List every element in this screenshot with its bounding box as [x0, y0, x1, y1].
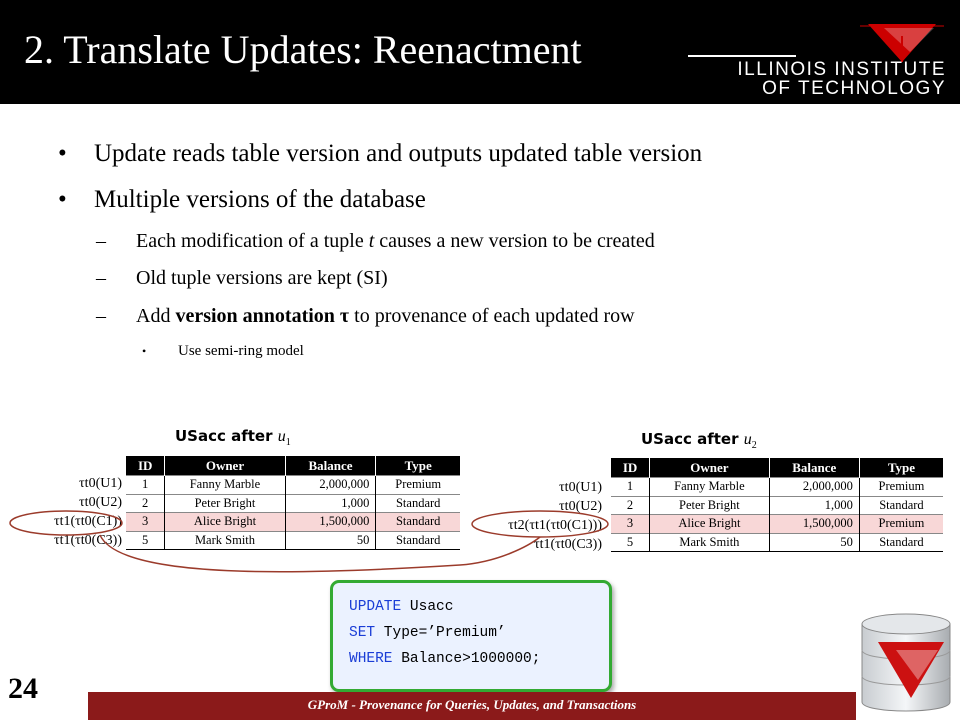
cell-type: Standard	[376, 513, 460, 532]
column-header-owner: Owner	[165, 456, 285, 476]
sql-line-1	[349, 599, 453, 615]
cell-id: 5	[142, 532, 149, 547]
sql-text: Type=’Premium’	[375, 625, 506, 641]
sql-line-2	[349, 625, 506, 641]
provenance-annotation: τt2(τt1(τt0(C1)))	[508, 518, 602, 533]
bullet-2-text: Multiple versions of the database	[94, 186, 426, 213]
slide-number: 24	[8, 672, 38, 705]
slide-title: 2. Translate Updates: Reenactment	[24, 27, 582, 72]
sql-keyword: UPDATE	[349, 599, 402, 615]
provenance-annotation: τt1(τt0(C1))	[53, 514, 122, 529]
sql-line-3	[349, 651, 540, 667]
cell-balance: 1,500,000	[285, 513, 376, 532]
cell-balance: 1,000	[769, 496, 859, 515]
sub-bullet-1-var: t	[368, 230, 375, 252]
bullet-dot: •	[142, 344, 147, 358]
table1-caption-var: u	[277, 428, 286, 445]
highlight-ellipse-table1	[10, 511, 122, 535]
cell-id: 3	[611, 515, 650, 534]
sql-text: Balance>1000000;	[392, 651, 541, 667]
sub-sub-bullet-1-text: Use semi-ring model	[178, 343, 304, 359]
cell-balance: 1,000	[285, 494, 376, 513]
cell-owner: Peter Bright	[165, 494, 285, 513]
slide-footer	[88, 692, 856, 720]
cell-id: 3	[126, 513, 165, 532]
cell-balance: 2,000,000	[285, 476, 376, 495]
sql-code-box	[330, 580, 612, 692]
cell-balance: 1,500,000	[769, 515, 859, 534]
sub-bullet-3-bold: version annotation τ	[175, 305, 350, 327]
table2-caption-bold: USacc after	[641, 430, 744, 448]
cell-owner: Fanny Marble	[650, 478, 770, 497]
sub-bullet-3-text-b: to provenance of each updated row	[349, 305, 635, 327]
cell-type: Premium	[859, 478, 943, 497]
cell-balance: 50	[285, 531, 376, 550]
cell-type: Standard	[859, 533, 943, 552]
table2-caption-var: u	[743, 431, 752, 448]
cell-owner: Mark Smith	[650, 533, 770, 552]
logo-line-1: ILLINOIS INSTITUTE	[737, 59, 946, 80]
cell-id: 5	[626, 534, 634, 549]
cell-owner: Alice Bright	[650, 515, 770, 534]
provenance-annotation: τt1(τt0(C3))	[533, 537, 602, 552]
cell-id: 2	[626, 497, 634, 512]
column-header-type: Type	[376, 456, 460, 476]
provenance-annotation: τt1(τt0(C3))	[53, 533, 122, 548]
column-header-id: ID	[126, 456, 165, 476]
column-header-owner: Owner	[650, 458, 770, 478]
sub-bullet-1-text-a: Each modification of a tuple	[136, 230, 369, 252]
database-icon	[856, 610, 956, 718]
bullet-dot: •	[58, 186, 67, 213]
bullet-dash: –	[96, 230, 106, 252]
column-header-balance: Balance	[769, 458, 859, 478]
bullet-dot: •	[58, 140, 67, 167]
footer-text: GProM - Provenance for Queries, Updates, and Transactions	[307, 697, 637, 712]
cell-owner: Fanny Marble	[165, 476, 285, 495]
cell-id: 1	[626, 479, 634, 494]
bullet-dash: –	[96, 267, 106, 289]
provenance-annotation: τt0(U2)	[559, 499, 602, 514]
column-header-id: ID	[611, 458, 650, 478]
cell-owner: Peter Bright	[650, 496, 770, 515]
connector-curve	[100, 535, 540, 572]
column-header-type: Type	[859, 458, 943, 478]
table1-caption-sub: 1	[285, 437, 291, 449]
cell-type: Premium	[859, 515, 943, 534]
sub-bullet-1-text-b: causes a new version to be created	[374, 230, 655, 252]
highlight-ellipse-table2	[472, 511, 608, 537]
cell-id: 1	[142, 477, 149, 492]
table2-caption-sub: 2	[751, 440, 757, 452]
sql-text: Usacc	[401, 599, 454, 615]
sub-bullet-3-text-a: Add	[136, 305, 176, 327]
provenance-annotation: τt0(U1)	[79, 476, 122, 491]
cell-owner: Alice Bright	[165, 513, 285, 532]
sub-bullet-2-text: Old tuple versions are kept (SI)	[136, 267, 388, 289]
bullet-dash: –	[96, 305, 106, 327]
cell-balance: 50	[769, 533, 859, 552]
cell-balance: 2,000,000	[769, 478, 859, 497]
logo-line-2: OF TECHNOLOGY	[762, 78, 946, 99]
bullet-1-text: Update reads table version and outputs updated table version	[94, 140, 703, 167]
provenance-annotation: τt0(U2)	[79, 495, 122, 510]
sql-keyword: SET	[349, 625, 376, 641]
cell-owner: Mark Smith	[165, 531, 285, 550]
cell-type: Premium	[376, 476, 460, 495]
sql-keyword: WHERE	[349, 651, 393, 667]
provenance-annotation: τt0(U1)	[559, 480, 602, 495]
cell-id: 2	[142, 495, 149, 510]
cell-type: Standard	[376, 531, 460, 550]
cell-type: Standard	[376, 494, 460, 513]
column-header-balance: Balance	[285, 456, 376, 476]
table1-caption-bold: USacc after	[175, 427, 278, 445]
cell-type: Standard	[859, 496, 943, 515]
